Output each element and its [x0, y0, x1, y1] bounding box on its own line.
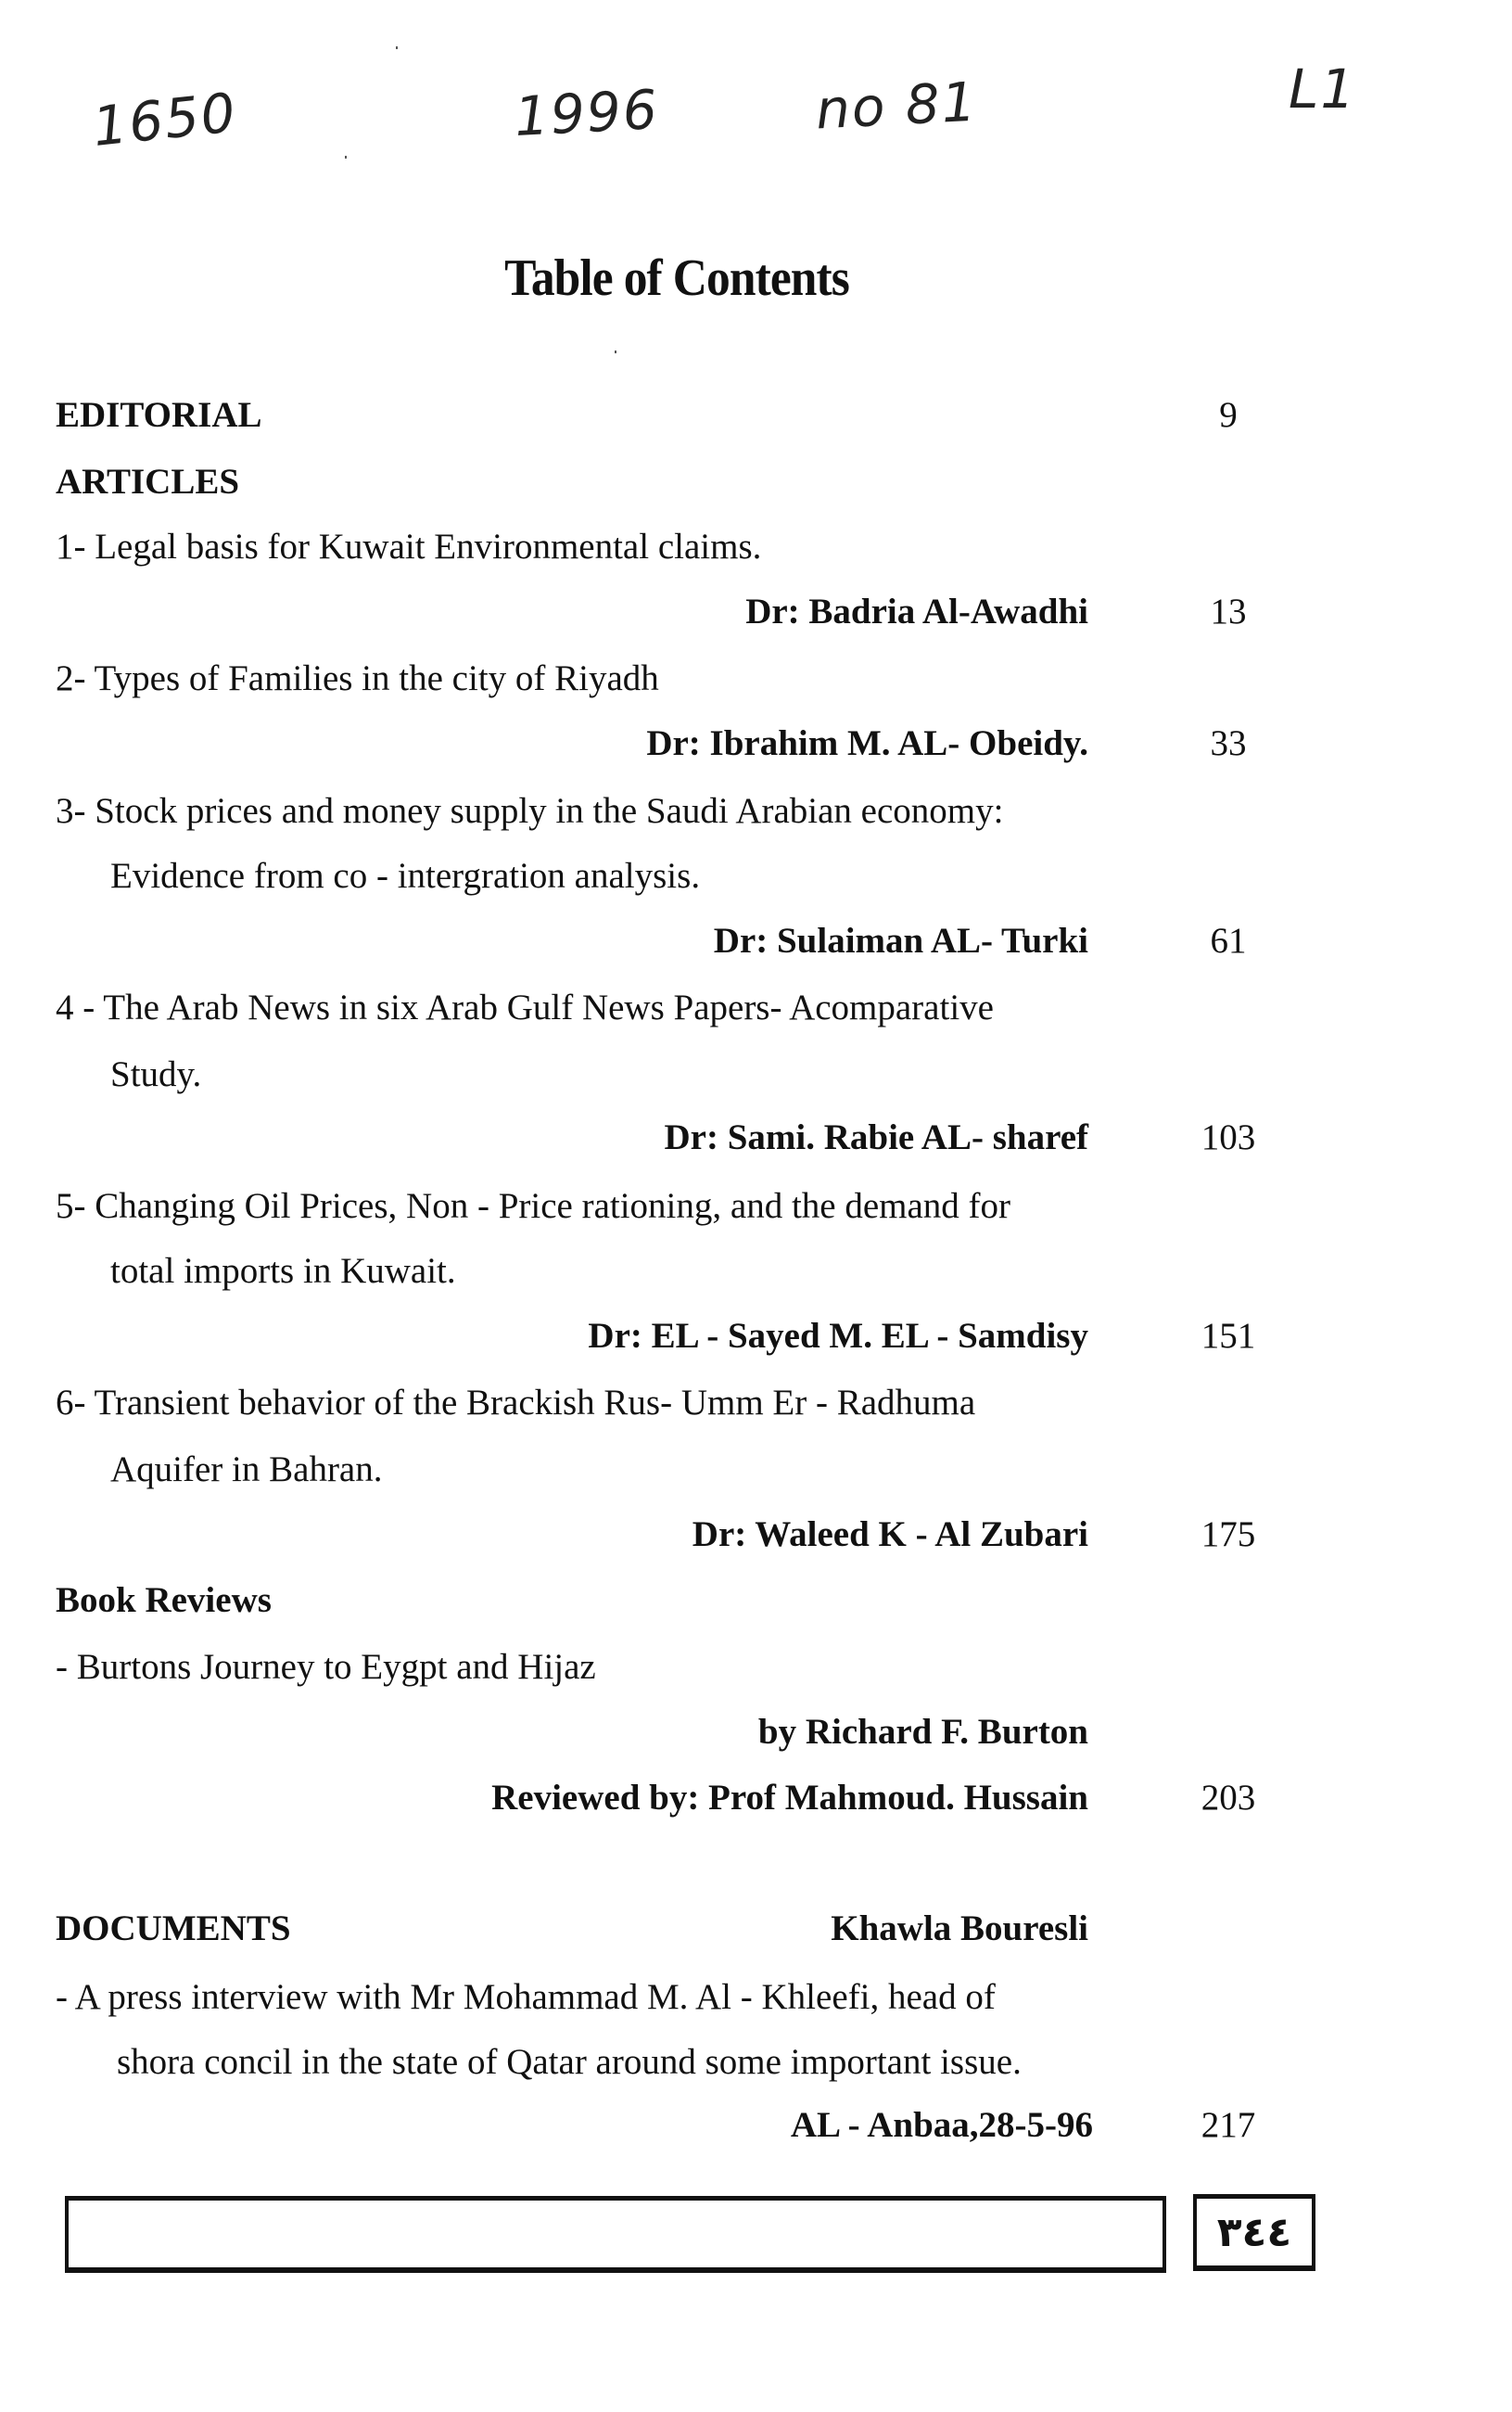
section-documents	[0, 1908, 1512, 1963]
book-title: - Burtons Journey to Eygpt and Hijaz	[56, 1647, 596, 1687]
article-title: 4 - The Arab News in six Arab Gulf News Papers- Acomparative	[56, 988, 994, 1027]
page-title: Table of Contents	[504, 249, 849, 307]
handwritten-note: 1650	[89, 81, 240, 159]
article-title-continued: Study.	[110, 1054, 202, 1094]
book-author-row	[0, 1711, 1512, 1767]
page-number: 151	[1201, 1316, 1256, 1356]
article-title-continued: total imports in Kuwait.	[110, 1251, 456, 1291]
footer-frame	[65, 2196, 1166, 2273]
section-editor: Khawla Bouresli	[831, 1908, 1088, 1948]
article-title: 6- Transient behavior of the Brackish Rus- Umm Er - Radhuma	[56, 1383, 976, 1423]
toc-entry[interactable]	[0, 790, 1512, 846]
author: Dr: Sami. Rabie AL- sharef	[664, 1117, 1088, 1157]
page-number: 13	[1210, 592, 1247, 632]
toc-entry-continuation	[0, 1053, 1512, 1109]
page-number: 217	[1201, 2105, 1256, 2145]
document-source: AL - Anbaa,28-5-96	[790, 2105, 1093, 2145]
article-title: 2- Types of Families in the city of Riyadh	[56, 658, 659, 698]
section-articles	[0, 461, 1512, 517]
toc-entry-author	[0, 722, 1512, 778]
toc-entry[interactable]	[0, 1646, 1512, 1702]
document-title: - A press interview with Mr Mohammad M. Al - Khleefi, head of	[56, 1977, 996, 2017]
article-title: 3- Stock prices and money supply in the Saudi Arabian economy:	[56, 791, 1004, 831]
author: Dr: EL - Sayed M. EL - Samdisy	[588, 1316, 1088, 1356]
toc-entry-author	[0, 920, 1512, 976]
article-title: 1- Legal basis for Kuwait Environmental claims.	[56, 527, 762, 567]
toc-entry[interactable]	[0, 657, 1512, 713]
author: Dr: Sulaiman AL- Turki	[713, 921, 1088, 961]
toc-entry[interactable]	[0, 526, 1512, 581]
page-number: 175	[1201, 1514, 1256, 1554]
page-number: 61	[1210, 921, 1247, 961]
section-heading: EDITORIAL	[56, 395, 262, 435]
toc-entry-continuation	[0, 2041, 1512, 2097]
section-heading: Book Reviews	[56, 1580, 272, 1620]
section-heading: DOCUMENTS	[56, 1908, 291, 1948]
toc-entry-continuation	[0, 855, 1512, 911]
toc-entry-continuation	[0, 1250, 1512, 1306]
article-title-continued: Evidence from co - intergration analysis.	[110, 856, 701, 896]
toc-entry-author	[0, 1777, 1512, 1832]
page-number: 103	[1201, 1117, 1256, 1157]
page-number: 33	[1210, 723, 1247, 763]
toc-entry[interactable]	[0, 1185, 1512, 1241]
toc-entry-editorial[interactable]	[0, 394, 1512, 450]
toc-entry-author	[0, 1315, 1512, 1371]
author: Dr: Ibrahim M. AL- Obeidy.	[646, 723, 1088, 763]
reviewer: Reviewed by: Prof Mahmoud. Hussain	[491, 1778, 1088, 1818]
toc-entry-author	[0, 2104, 1512, 2160]
toc-entry-author	[0, 1513, 1512, 1569]
toc-entry[interactable]	[0, 1382, 1512, 1437]
page-number: 203	[1201, 1778, 1256, 1818]
article-title-continued: Aquifer in Bahran.	[110, 1449, 383, 1489]
page-number: 9	[1219, 395, 1238, 435]
toc-entry-author	[0, 591, 1512, 646]
handwritten-note: L1	[1289, 57, 1357, 121]
article-title: 5- Changing Oil Prices, Non - Price rationing, and the demand for	[56, 1186, 1011, 1226]
toc-entry[interactable]	[0, 1976, 1512, 2032]
book-author: by Richard F. Burton	[757, 1712, 1088, 1752]
section-heading: ARTICLES	[56, 462, 240, 502]
toc-entry[interactable]	[0, 987, 1512, 1042]
handwritten-note: 1996	[513, 77, 661, 149]
handwritten-note: no 81	[814, 70, 980, 142]
author: Dr: Badria Al-Awadhi	[745, 592, 1088, 632]
author: Dr: Waleed K - Al Zubari	[692, 1514, 1088, 1554]
footer-page-number: ٣٤٤	[1193, 2194, 1315, 2271]
toc-entry-author	[0, 1117, 1512, 1172]
document-title-continued: shora concil in the state of Qatar around some important issue.	[117, 2042, 1022, 2082]
section-book-reviews	[0, 1579, 1512, 1635]
toc-entry-continuation	[0, 1448, 1512, 1504]
